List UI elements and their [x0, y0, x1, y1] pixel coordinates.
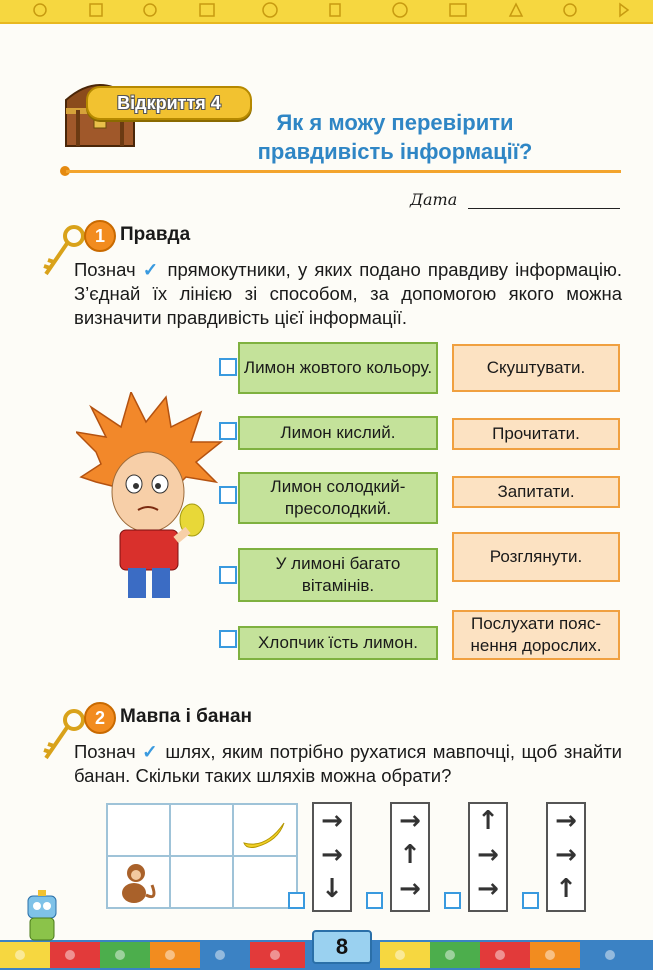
statement-checkbox[interactable] — [219, 358, 237, 376]
task-1-title: Правда — [120, 224, 191, 245]
boy-with-lemon-illustration — [76, 392, 226, 602]
task-2-number: 2 — [84, 702, 116, 734]
robot-mascot-icon — [20, 890, 64, 946]
top-icons-strip — [0, 0, 653, 22]
check-icon: ✓ — [142, 741, 159, 762]
task-2-title: Мавпа і банан — [120, 706, 253, 727]
path-checkbox[interactable] — [366, 892, 383, 909]
method-box[interactable]: Запитати. — [452, 476, 620, 508]
statement-box[interactable]: Лимон кислий. — [238, 416, 438, 450]
title-rule — [66, 170, 621, 173]
date-input-line[interactable] — [468, 208, 620, 209]
task-1-instruction: Познач ✓ прямокутники, у яких подано правдиву інформацію. З’єднай їх лінією зі способом, за допомогою якого можна визначити правдивість цієї інформації. — [74, 259, 622, 328]
check-icon: ✓ — [142, 259, 161, 280]
path-checkbox[interactable] — [288, 892, 305, 909]
path-option-card: → → ↑ — [546, 802, 586, 912]
statement-box[interactable]: У лимоні багато вітамінів. — [238, 548, 438, 602]
statement-checkbox[interactable] — [219, 566, 237, 584]
statement-box[interactable]: Лимон жовтого кольору. — [238, 342, 438, 394]
monkey-banana-grid — [106, 803, 298, 909]
statement-box[interactable]: Лимон солодкий-пресолодкий. — [238, 472, 438, 524]
method-box[interactable]: Послухати пояснення дорослих. — [452, 610, 620, 660]
statement-checkbox[interactable] — [219, 422, 237, 440]
method-box[interactable]: Скуштувати. — [452, 344, 620, 392]
page-title: Як я можу перевірити правдивість інформації? — [257, 110, 533, 164]
statement-checkbox[interactable] — [219, 630, 237, 648]
statement-box[interactable]: Хлопчик їсть лимон. — [238, 626, 438, 660]
method-box[interactable]: Прочитати. — [452, 418, 620, 450]
path-option-card: ↑ → → — [468, 802, 508, 912]
page-number: 8 — [312, 930, 372, 964]
date-label: Дата — [410, 190, 458, 209]
statement-checkbox[interactable] — [219, 486, 237, 504]
discovery-badge: Відкриття 4 — [86, 86, 252, 120]
path-checkbox[interactable] — [522, 892, 539, 909]
path-checkbox[interactable] — [444, 892, 461, 909]
path-option-card: → ↑ → — [390, 802, 430, 912]
task-2-instruction: Познач ✓ шлях, яким потрібно рухатися мавпочці, щоб знайти банан. Скільки таких шляхів можна обрати? — [74, 741, 622, 786]
path-option-card: → → ↓ — [312, 802, 352, 912]
method-box[interactable]: Розглянути. — [452, 532, 620, 582]
task-1-number: 1 — [84, 220, 116, 252]
